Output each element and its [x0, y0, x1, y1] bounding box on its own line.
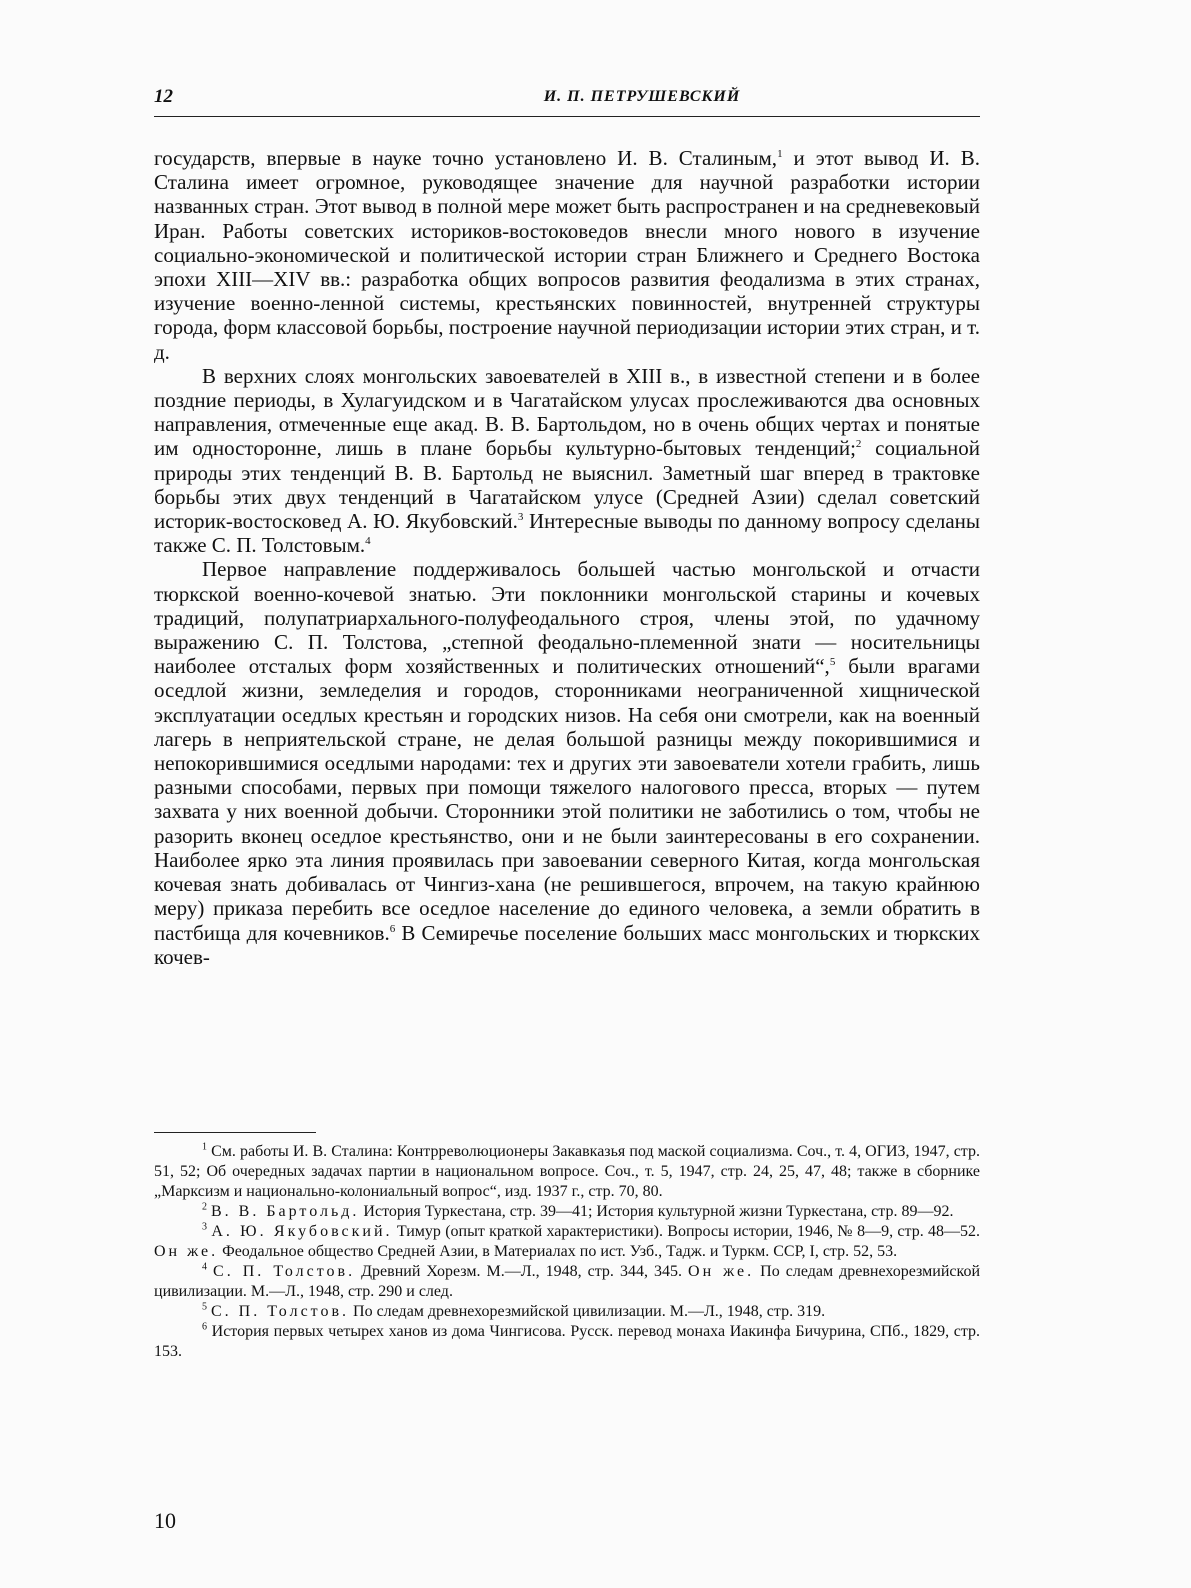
bottom-page-number: 10 [154, 1508, 176, 1533]
paragraph-3-text-c: В Семиречье поселение больших масс монгольских и тюркских кочев- [154, 920, 980, 969]
footnote-5-text: По следам древнехорезмийской цивилизации. М.—Л., 1948, стр. 319. [349, 1303, 826, 1320]
footnote-1 [154, 1142, 980, 1202]
footnote-2-number: 2 [202, 1201, 207, 1213]
paragraph-2-text-b: социальной природы этих тенденций В. В. Бартольд не выяснил. Заметный шаг вперед в трактовке борьбы этих двух тенденций в Чагатайском улусе (Средней Азии) сделал советский историк-востосковед А. Ю. Якубовский. [154, 436, 980, 534]
footnote-ref-5: 5 [829, 656, 836, 669]
footnote-ref-6: 6 [389, 922, 396, 935]
running-title: И. П. ПЕТРУШЕВСКИЙ [543, 88, 741, 105]
footnote-4-text-b: По следам древнехорезмийской цивилизации. М.—Л., 1948, стр. 290 и след. [154, 1263, 981, 1300]
footnote-4-number: 4 [202, 1261, 207, 1273]
paragraph-3 [154, 557, 980, 968]
footnote-2 [154, 1202, 980, 1222]
footnote-ref-4: 4 [365, 535, 371, 548]
main-text [154, 146, 980, 969]
footnote-4-ibid: Он же. [688, 1263, 755, 1280]
footnote-4 [154, 1262, 980, 1302]
footnote-ref-1: 1 [777, 148, 783, 160]
footnote-5-number: 5 [202, 1301, 207, 1313]
paragraph-3-text-b: были врагами оседлой жизни, земледелия и городов, сторонниками неограниченной хищнической эксплуатации оседлых крестьян и городских низов. На себя они смотрели, как на военный лагерь в неприятельской стране, не делая большой разницы между покорившимися и непокорившимися оседлыми народами: тех и других эти завоеватели хотели грабить, лишь разными способами, первых при помощи тяжелого налогового пресса, вторых — путем захвата у них военной добычи. Сторонники этой политики не заботились о том, чтобы не разорить вконец оседлое крестьянство, они и не были заинтересованы в его сохранении. Наиболее ярко эта линия проявилась при завоевании северного Китая, когда монгольская кочевая знать добивалась от Чингиз-хана (не решившегося, впрочем, на такую крайнюю меру) приказа перебить все оседлое население до единого человека, а земли обратить в пастбища для кочевников. [154, 654, 980, 945]
footnote-4-author: С. П. Толстов. [213, 1263, 356, 1280]
footnote-6-number: 6 [202, 1321, 207, 1333]
footnote-2-text: История Туркестана, стр. 39—41; История культурной жизни Туркестана, стр. 89—92. [359, 1203, 954, 1220]
footnote-ref-2: 2 [855, 438, 862, 451]
footnote-3-author: А. Ю. Якубовский. [211, 1223, 393, 1240]
footnote-3-number: 3 [202, 1221, 207, 1233]
footnote-6-text: История первых четырех ханов из дома Чингисова. Русск. перевод монаха Иакинфа Бичурина, СПб., 1829, стр. 153. [154, 1323, 980, 1360]
paragraph-2-text-a: В верхних слоях монгольских завоевателей в XIII в., в известной степени и в более поздние периоды, в Хулагуидском и в Чагатайском улусах прослеживаются два основных направления, отмеченные еще акад. В. В. Бартольдом, но в очень общих чертах и понятые им односторонне, лишь в плане борьбы культурно-бытовых тенденций; [154, 363, 980, 461]
page-header [154, 86, 980, 117]
paragraph-1-rest: и этот вывод И. В. Сталина имеет огромное, руководящее значение для научной разработки истории названных стран. Этот вывод в полной мере может быть распространен и на средневековый Иран. Работы советских историков-востоковедов внесли много нового в изучение социально-экономической и политической истории стран Ближнего и Среднего Востока эпохи XIII—XIV вв.: разработка общих вопросов развития феодализма в этих странах, изучение военно-ленной системы, крестьянских повинностей, внутренней структуры города, форм классовой борьбы, построение научной периодизации истории этих стран, и т. д. [154, 146, 980, 364]
footnote-4-text-a: Древний Хорезм. М.—Л., 1948, стр. 344, 345. [355, 1263, 689, 1280]
footnote-1-text: См. работы И. В. Сталина: Контрреволюционеры Закавказья под маской социализма. Соч., т. 4, ОГИЗ, 1947, стр. 51, 52; Об очередных задачах партии в национальном вопросе. Соч., т. 5, 1947, стр. 24, 25, 47, 48; также в сборнике „Марксизм и национально-колониальный вопрос“, изд. 1937 г., стр. 70, 80. [154, 1143, 980, 1200]
paragraph-3-text-a: Первое направление поддерживалось большей частью монгольской и отчасти тюркской военно-кочевой знатью. Эти поклонники монгольской старины и кочевых традиций, полупатриархального-полуфеодального строя, члены этой, по удачному выражению С. П. Толстова, „степной феодально-племенной знати — носительницы наиболее отсталых форм хозяйственных и политических отношений“, [154, 557, 980, 679]
footnote-3-text-b: Феодальное общество Средней Азии, в Материалах по ист. Узб., Тадж. и Туркм. ССР, I, стр. 52, 53. [218, 1243, 898, 1260]
footnote-3-text-a: Тимур (опыт краткой характеристики). Вопросы истории, 1946, № 8—9, стр. 48—52. [392, 1223, 981, 1240]
paragraph-2-text-c: Интересные выводы по данному вопросу сделаны также С. П. Толстовым. [154, 509, 980, 558]
paragraph-1 [154, 146, 980, 364]
footnote-3-ibid: Он же. [154, 1243, 219, 1260]
footnotes [154, 1142, 980, 1362]
paragraph-2 [154, 364, 980, 558]
footnote-5 [154, 1302, 980, 1322]
footnote-1-number: 1 [202, 1141, 207, 1153]
footnote-3 [154, 1222, 980, 1262]
footnote-divider [154, 1132, 316, 1133]
header-page-number: 12 [154, 86, 173, 107]
footnote-ref-3: 3 [517, 511, 524, 524]
footnote-2-author: В. В. Бартольд. [211, 1203, 360, 1220]
footnote-6 [154, 1322, 980, 1362]
paragraph-1-text: государств, впервые в науке точно установлено И. В. Сталиным, [154, 146, 778, 170]
footnote-5-author: С. П. Толстов. [211, 1303, 350, 1320]
